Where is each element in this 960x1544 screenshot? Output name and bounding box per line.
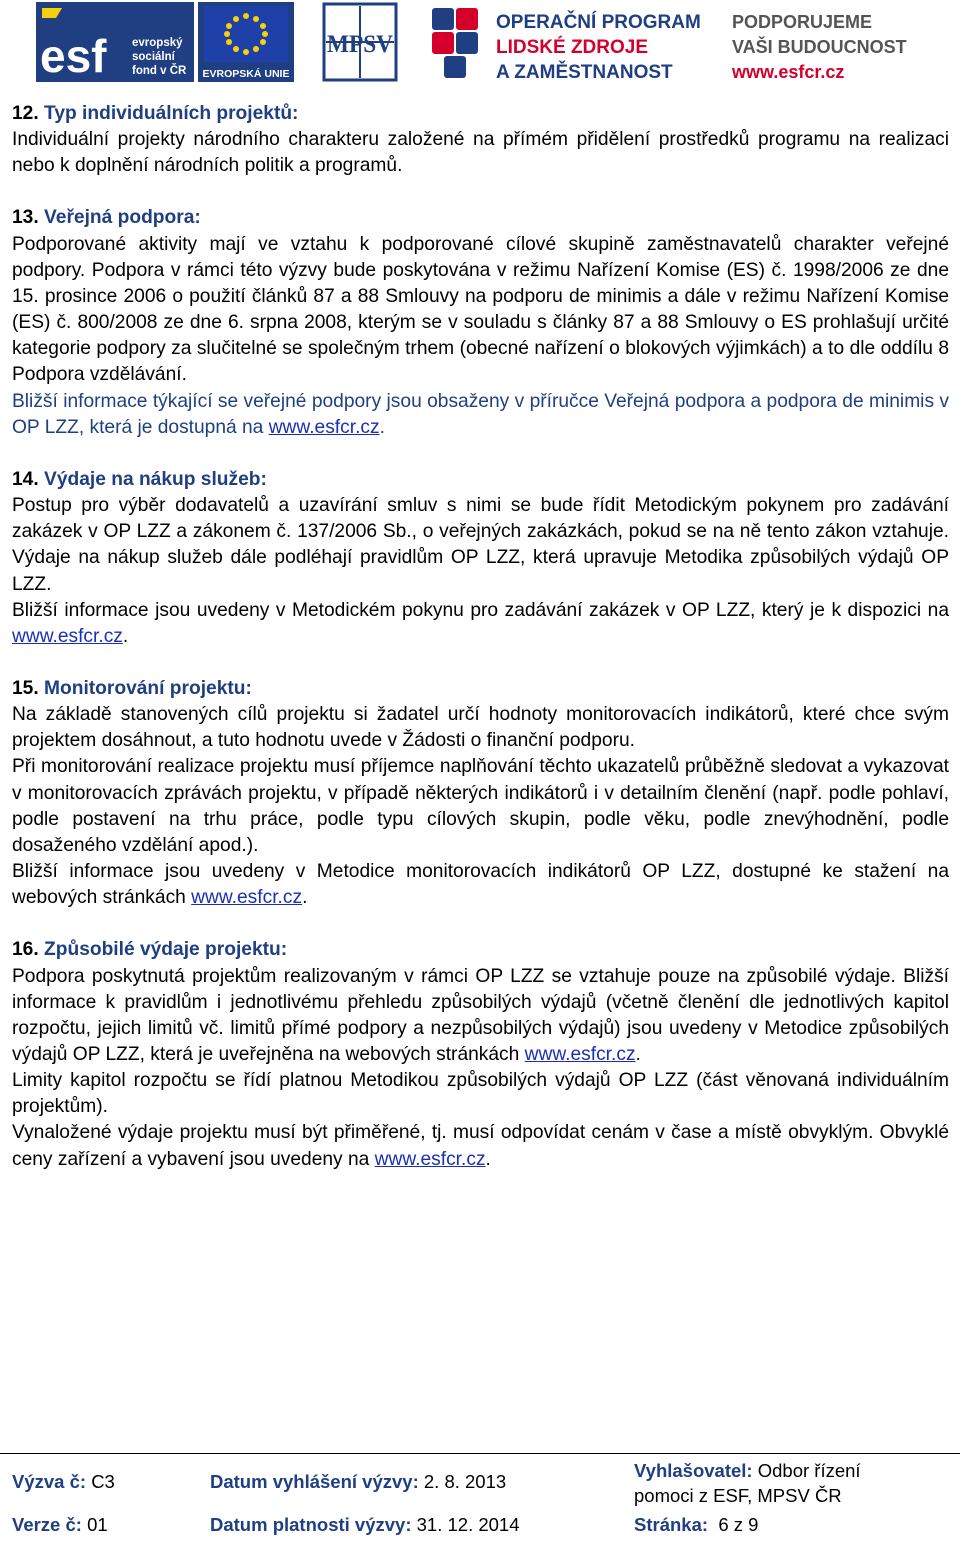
- support-logo-line3: www.esfcr.cz: [732, 62, 845, 82]
- footer-version-label: Verze č:: [12, 1514, 82, 1535]
- footer-version: [12, 1514, 108, 1536]
- section-12: [12, 101, 949, 179]
- section-15-number: 15.: [12, 677, 39, 699]
- esfcr-link[interactable]: www.esfcr.cz: [12, 625, 123, 647]
- op-logo-line3: A ZAMĚSTNANOST: [496, 62, 673, 82]
- support-logo: [730, 4, 930, 82]
- mpsv-logo-text: MPSV: [327, 31, 393, 58]
- section-16-p3-text: Vynaložené výdaje projektu musí být přiměřené, tj. musí odpovídat cenám v čase a místě obvyklým. Obvyklé ceny zařízení a vybavení jsou uvedeny na: [12, 1122, 949, 1170]
- footer-announce-label: Datum vyhlášení výzvy:: [210, 1471, 419, 1492]
- mpsv-logo: [322, 2, 398, 82]
- footer-call-label: Výzva č:: [12, 1471, 87, 1492]
- esf-logo-big: esf: [40, 30, 107, 82]
- section-16-heading: [12, 937, 949, 963]
- footer-valid-label: Datum platnosti výzvy:: [210, 1514, 412, 1535]
- section-15-title: Monitorování projektu:: [44, 677, 252, 699]
- footer-call-value: C3: [91, 1471, 115, 1492]
- footer-valid-date: [210, 1514, 520, 1536]
- footer-page-value: 6 z 9: [718, 1514, 759, 1535]
- section-16-p1-text: Podpora poskytnutá projektům realizovaným v rámci OP LZZ se vztahuje pouze na způsobilé výdaje. Bližší informace k pravidlům i jednotlivému přehledu způsobilých výdajů (včetně členění dle jednotlivých kapitol rozpočtu, jejich limitů vč. limitů přímé podpory a nezpůsobilých výdajů) jsou uvedeny v Metodice způsobilých výdajů OP LZZ, která je uveřejněna na webových stránkách: [12, 965, 949, 1065]
- section-15-paragraph-1: Na základě stanovených cílů projektu si žadatel určí hodnoty monitorovacích indikátorů, které chce svým projektem dosáhnout, a tuto hodnotu uvede v Žádosti o finanční podporu.: [12, 704, 949, 752]
- esfcr-link[interactable]: www.esfcr.cz: [191, 887, 303, 909]
- section-14-p2-end: .: [122, 625, 129, 647]
- section-15-p3-text: Bližší informace jsou uvedeny v Metodice monitorovacích indikátorů OP LZZ, dostupné ke stažení na webových stránkách: [12, 861, 949, 909]
- section-13-paragraph-2: [12, 389, 949, 441]
- footer-page: [634, 1514, 758, 1536]
- eu-logo-caption: EVROPSKÁ UNIE: [202, 68, 290, 80]
- footer-announcer-line2: pomoci z ESF, MPSV ČR: [634, 1485, 842, 1506]
- section-12-title: Typ individuálních projektů:: [44, 103, 299, 124]
- section-16: [12, 937, 949, 1172]
- op-logo-line2: LIDSKÉ ZDROJE: [496, 37, 649, 58]
- section-15: [12, 676, 949, 911]
- esf-logo: [36, 2, 194, 82]
- esfcr-link[interactable]: www.esfcr.cz: [524, 1044, 636, 1065]
- section-12-number: 12.: [12, 103, 39, 124]
- section-16-p1-end: .: [635, 1044, 641, 1065]
- section-15-heading: [12, 676, 949, 702]
- section-16-paragraph-1: [12, 964, 949, 1069]
- section-13-p2-text: Bližší informace týkající se veřejné podpory jsou obsaženy v příručce Veřejná podpora a podpora de minimis v OP LZZ, která je dostupná na: [12, 390, 949, 438]
- section-13: [12, 205, 949, 440]
- esf-logo-line2: sociální: [132, 51, 175, 63]
- eu-flag-logo: [198, 2, 294, 82]
- op-lzz-logo: [430, 4, 702, 82]
- footer-page-label: Stránka:: [634, 1514, 709, 1535]
- esfcr-link[interactable]: www.esfcr.cz: [268, 416, 380, 438]
- footer-announcer-label: Vyhlašovatel:: [634, 1460, 753, 1481]
- section-15-paragraph-2: Při monitorování realizace projektu musí příjemce naplňování těchto ukazatelů průběžně sledovat a vykazovat v monitorovacích zprávách projektu, v případě některých indikátorů i v detailním členění (např. podle pohlaví, podle postavení na trhu práce, podle typu cílových skupin, podle věku, podle znevýhodnění, podle dosaženého vzdělání apod.).: [12, 756, 949, 856]
- section-14-heading: [12, 467, 949, 493]
- esf-logo-line1: evropský: [132, 37, 183, 49]
- op-logo-line1: OPERAČNÍ PROGRAM: [496, 12, 701, 33]
- header-logos: [0, 0, 960, 88]
- document-body: [12, 101, 949, 1173]
- section-16-paragraph-3: [12, 1120, 949, 1172]
- footer-call: [12, 1471, 115, 1493]
- section-14-title: Výdaje na nákup služeb:: [44, 468, 267, 490]
- support-logo-line2: VAŠI BUDOUCNOST: [732, 37, 907, 57]
- footer-announce-value: 2. 8. 2013: [423, 1471, 507, 1492]
- footer-announcer: [634, 1460, 861, 1482]
- esf-logo-line3: fond v ČR: [132, 65, 187, 77]
- section-12-heading: [12, 101, 949, 127]
- esfcr-link[interactable]: www.esfcr.cz: [374, 1148, 486, 1170]
- section-13-number: 13.: [12, 207, 39, 229]
- section-13-title: Veřejná podpora:: [44, 207, 201, 229]
- footer-divider: [0, 1453, 960, 1454]
- section-14-number: 14.: [12, 468, 39, 490]
- section-14-p2-text: Bližší informace jsou uvedeny v Metodickém pokynu pro zadávání zakázek v OP LZZ, který je k dispozici na: [12, 599, 949, 621]
- section-12-text: Individuální projekty národního charakteru založené na přímém přidělení prostředků programu na realizaci nebo k doplnění národních politik a programů.: [12, 129, 949, 177]
- footer-announcer-value-1: Odbor řízení: [757, 1460, 861, 1481]
- section-14-paragraph-2: [12, 598, 949, 650]
- support-logo-line1: PODPORUJEME: [732, 12, 873, 32]
- page-footer: [0, 1448, 960, 1544]
- section-15-paragraph-3: [12, 859, 949, 911]
- footer-announce-date: [210, 1471, 506, 1493]
- section-16-p3-end: .: [485, 1148, 491, 1170]
- section-16-paragraph-2: Limity kapitol rozpočtu se řídí platnou Metodikou způsobilých výdajů OP LZZ (část věnovaná individuálním projektům).: [12, 1070, 949, 1118]
- section-16-title: Způsobilé výdaje projektu:: [44, 939, 288, 961]
- section-13-heading: [12, 205, 949, 231]
- footer-valid-value: 31. 12. 2014: [416, 1514, 520, 1535]
- section-15-p3-end: .: [302, 887, 308, 909]
- section-13-p2-end: .: [379, 416, 385, 438]
- section-13-paragraph-1: Podporované aktivity mají ve vztahu k podporované cílové skupině zaměstnavatelů charakter veřejné podpory. Podpora v rámci této výzvy bude poskytována v režimu Nařízení Komise (ES) č. 1998/2006 ze dne 15. prosince 2006 o použití článků 87 a 88 Smlouvy na podporu de minimis a dále v režimu Nařízení Komise (ES) č. 800/2008 ze dne 6. srpna 2008, kterým se v souladu s články 87 a 88 Smlouvy o ES prohlašují určité kategorie podpory za slučitelné se společným trhem (obecné nařízení o blokových výjimkách) a to dle oddílu 8 Podpora vzdělávání.: [12, 233, 949, 386]
- footer-version-value: 01: [87, 1514, 108, 1535]
- section-14: [12, 467, 949, 650]
- section-16-number: 16.: [12, 939, 39, 961]
- section-14-paragraph-1: Postup pro výběr dodavatelů a uzavírání smluv s nimi se bude řídit Metodickým pokynem pro zadávání zakázek v OP LZZ a zákonem č. 137/2006 Sb., o veřejných zakázkách, pokud se na ně tento zákon vztahuje. Výdaje na nákup služeb dále podléhají pravidlům OP LZZ, která upravuje Metodika způsobilých výdajů OP LZZ.: [12, 495, 949, 595]
